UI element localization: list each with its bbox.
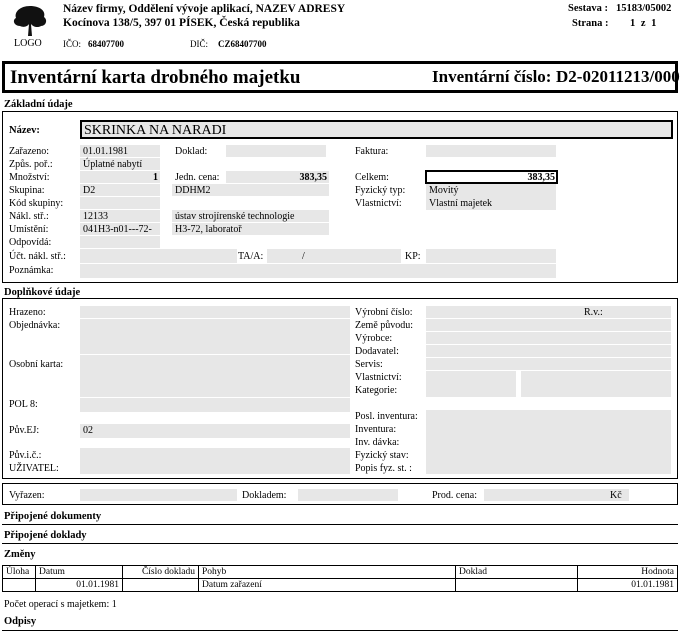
inventory-number-label: Inventární číslo: — [432, 67, 552, 86]
logo-label: LOGO — [14, 38, 42, 49]
inventory-number-value: D2-02011213/000 — [556, 67, 680, 86]
poznamka-label: Poznámka: — [9, 265, 54, 276]
fyz-stav-label: Fyzický stav: — [355, 450, 409, 461]
mnozstvi-label: Množství: — [9, 172, 50, 183]
fyz-typ-label: Fyzický typ: — [355, 185, 406, 196]
nakl-value: 12133 — [83, 211, 108, 222]
posl-label: Posl. inventura: — [355, 411, 418, 422]
rv-label: R.v.: — [584, 307, 603, 318]
inventura-label: Inventura: — [355, 424, 397, 435]
doklad-label: Doklad: — [175, 146, 208, 157]
zarazeno-value: 01.01.1981 — [83, 146, 128, 157]
puvej-label: Pův.EJ: — [9, 425, 40, 436]
vlastnictvi-value: Vlastní majetek — [429, 198, 493, 209]
cell-doklad — [456, 579, 578, 592]
cell-cislo-dokladu — [123, 579, 199, 592]
skupina-label: Skupina: — [9, 185, 45, 196]
cell-datum: 01.01.1981 — [36, 579, 123, 592]
company-line1: Název firmy, Oddělení vývoje aplikací, NAZEV ADRESY — [63, 3, 346, 15]
table-row — [3, 579, 678, 592]
section-heading-zakladni: Základní údaje — [4, 99, 73, 110]
nakl-value2: ústav strojírenské technologie — [175, 211, 295, 222]
changes-table — [2, 565, 678, 592]
zarazeno-label: Zařazeno: — [9, 146, 49, 157]
kategorie-label: Kategorie: — [355, 385, 398, 396]
celkem-value: 383,35 — [527, 172, 555, 183]
title-box — [2, 61, 678, 93]
uct-label: Účt. nákl. stř.: — [9, 251, 66, 262]
changes-count: Počet operací s majetkem: 1 — [4, 599, 117, 610]
nazev-value: SKRINKA NA NARADI — [84, 123, 227, 138]
tree-logo-icon — [10, 2, 50, 38]
nazev-label: Název: — [9, 125, 40, 136]
inv-davka-label: Inv. dávka: — [355, 437, 400, 448]
company-line2: Kocínova 138/5, 397 01 PÍSEK, Česká republika — [63, 17, 300, 29]
puvej-value: 02 — [83, 425, 93, 436]
servis-label: Servis: — [355, 359, 383, 370]
section-heading-odpisy: Odpisy — [4, 616, 37, 627]
mnozstvi-value: 1 — [153, 172, 158, 183]
hrazeno-label: Hrazeno: — [9, 307, 46, 318]
zeme-label: Země původu: — [355, 320, 414, 331]
dokladem-label: Dokladem: — [242, 490, 287, 501]
col-cislo-dokladu: Číslo dokladu — [123, 566, 199, 579]
objednavka-label: Objednávka: — [9, 320, 61, 331]
celkem-field — [425, 170, 558, 184]
kp-label: KP: — [405, 251, 421, 262]
page-title: Inventární karta drobného majetku — [10, 67, 301, 88]
taa-label: TA/A: — [238, 251, 264, 262]
jedn-cena-label: Jedn. cena: — [175, 172, 220, 183]
puvic-label: Pův.i.č.: — [9, 450, 42, 461]
umisteni-value2: H3-72, laboratoř — [175, 224, 242, 235]
dic-value: CZ68407700 — [218, 39, 267, 49]
zpus-value: Úplatné nabytí — [83, 159, 143, 170]
umisteni-label: Umístění: — [9, 224, 49, 235]
col-uloha: Úloha — [3, 566, 36, 579]
odpovida-label: Odpovídá: — [9, 237, 52, 248]
currency-label: Kč — [610, 490, 622, 501]
jedn-cena-value: 383,35 — [299, 172, 327, 183]
changes-header-row — [3, 566, 678, 579]
taa-value: / — [302, 251, 305, 262]
sestava-label: Sestava : — [568, 3, 608, 14]
section-heading-pripojene-doklady: Připojené doklady — [4, 530, 87, 541]
section-heading-pripojene-dokumenty: Připojené dokumenty — [4, 511, 102, 522]
col-doklad: Doklad — [456, 566, 578, 579]
ico-label: IČO: — [63, 39, 81, 49]
pol8-label: POL 8: — [9, 399, 38, 410]
popis-label: Popis fyz. st. : — [355, 463, 412, 474]
col-datum: Datum — [36, 566, 123, 579]
dic-label: DIČ: — [190, 39, 208, 49]
dodavatel-label: Dodavatel: — [355, 346, 399, 357]
vyrobni-label: Výrobní číslo: — [355, 307, 413, 318]
zpus-label: Způs. poř.: — [9, 159, 53, 170]
celkem-label: Celkem: — [355, 172, 389, 183]
nakl-label: Nákl. stř.: — [9, 211, 49, 222]
sestava-value: 15183/05002 — [616, 3, 672, 14]
faktura-label: Faktura: — [355, 146, 389, 157]
prod-cena-label: Prod. cena: — [432, 490, 477, 501]
vyrobce-label: Výrobce: — [355, 333, 393, 344]
vlastnictvi-label: Vlastnictví: — [355, 198, 402, 209]
skupina-value: D2 — [83, 185, 96, 196]
osobni-label: Osobní karta: — [9, 359, 64, 370]
nazev-field — [80, 120, 673, 139]
section-heading-zmeny: Změny — [4, 549, 36, 560]
vyrazen-label: Vyřazen: — [9, 490, 45, 501]
cell-uloha — [3, 579, 36, 592]
fyz-typ-value: Movitý — [429, 185, 459, 196]
kod-label: Kód skupiny: — [9, 198, 64, 209]
strana-label: Strana : — [572, 18, 609, 29]
logo — [10, 2, 54, 50]
umisteni-value: 041H3-n01---72- — [83, 224, 152, 235]
strana-value: 1 z 1 — [630, 18, 657, 29]
col-pohyb: Pohyb — [199, 566, 456, 579]
skupina-value2: DDHM2 — [175, 185, 211, 196]
section-heading-doplnkove: Doplňkové údaje — [4, 287, 81, 298]
ico-value: 68407700 — [88, 39, 124, 49]
uzivatel-label: UŽIVATEL: — [9, 463, 59, 474]
col-hodnota: Hodnota — [578, 566, 678, 579]
vlastnictvi2-label: Vlastnictví: — [355, 372, 402, 383]
cell-hodnota: 01.01.1981 — [578, 579, 678, 592]
cell-pohyb: Datum zařazení — [199, 579, 456, 592]
